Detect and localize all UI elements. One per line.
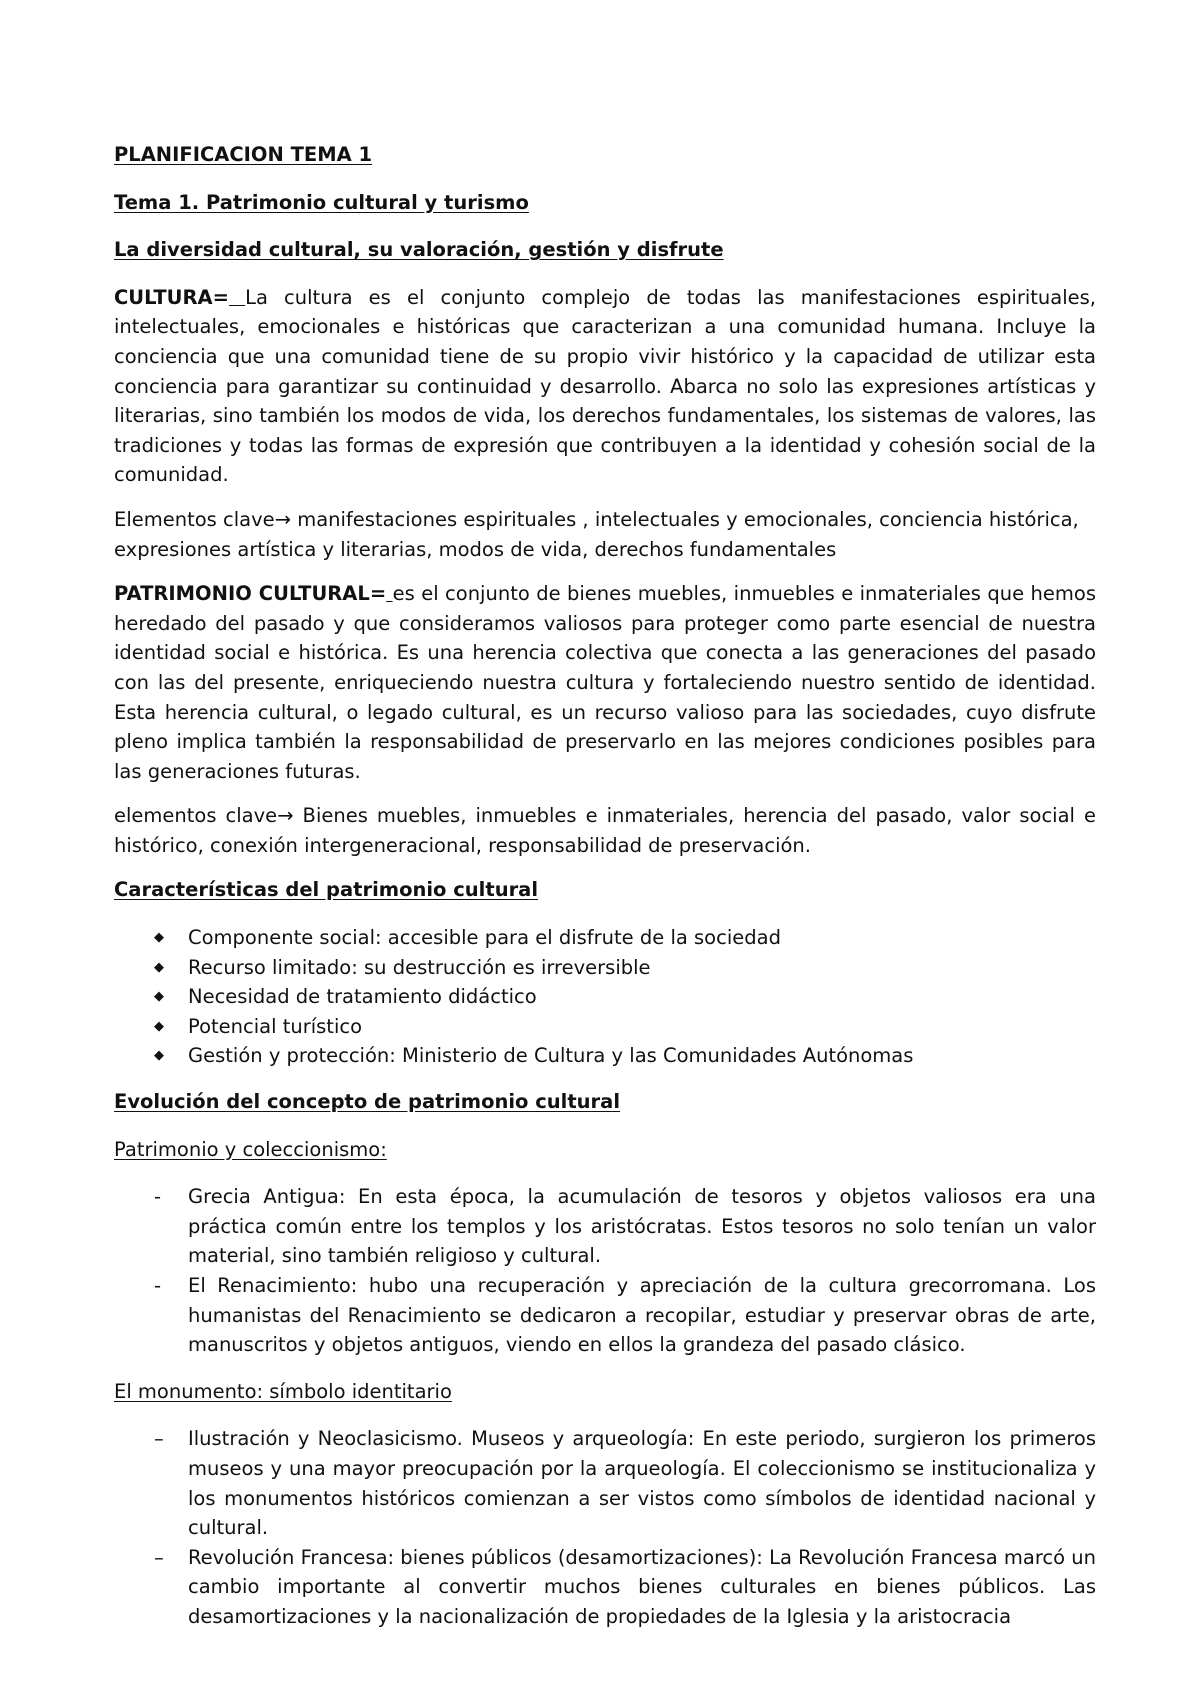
- list-item: [114, 923, 1096, 953]
- section-heading-evolucion: Evolución del concepto de patrimonio cultural: [114, 1090, 621, 1114]
- list-monumento: [114, 1424, 1096, 1631]
- paragraph-cultura: [114, 283, 1096, 490]
- paragraph-patrimonio: [114, 579, 1096, 786]
- diamond-bullet-icon: ◆: [154, 930, 164, 946]
- list-item: [114, 1012, 1096, 1042]
- section-heading-caracteristicas: Características del patrimonio cultural: [114, 878, 539, 902]
- dash-bullet-icon: -: [154, 1274, 162, 1297]
- list-item-text: Ilustración y Neoclasicismo. Museos y arqueología: En este periodo, surgieron los primeros museos y una mayor preocupación por la arqueología. El coleccionismo se institucionaliza y los monumentos históricos comienzan a ser vistos como símbolos de identidad nacional y cultural.: [188, 1427, 1096, 1540]
- list-item: [114, 1271, 1096, 1360]
- list-item-text: Componente social: accesible para el disfrute de la sociedad: [188, 926, 781, 950]
- diamond-bullet-icon: ◆: [154, 1048, 164, 1064]
- term-cultura: CULTURA=: [114, 285, 229, 309]
- list-item-text: Recurso limitado: su destrucción es irreversible: [188, 955, 651, 979]
- dash-bullet-icon: –: [154, 1427, 164, 1451]
- definition-cultura: La cultura es el conjunto complejo de todas las manifestaciones espirituales, intelectuales, emocionales e históricas que caracterizan a una comunidad humana. Incluye la conciencia que una comunidad tiene de su propio vivir histórico y la capacidad de utilizar esta conciencia para garantizar su continuidad y desarrollo. Abarca no solo las expresiones artísticas y literarias, sino también los modos de vida, los derechos fundamentales, los sistemas de valores, las tradiciones y todas las formas de expresión que contribuyen a la identidad y cohesión social de la comunidad.: [114, 285, 1096, 487]
- term-patrimonio: PATRIMONIO CULTURAL=: [114, 582, 387, 606]
- section-heading-diversity: La diversidad cultural, su valoración, gestión y disfrute: [114, 238, 724, 262]
- list-item-text: Grecia Antigua: En esta época, la acumulación de tesoros y objetos valiosos era una práctica común entre los templos y los aristócratas. Estos tesoros no solo tenían un valor material, sino también religioso y cultural.: [188, 1185, 1096, 1268]
- label-elementos-clave: Elementos clave: [114, 507, 275, 531]
- diamond-bullet-icon: ◆: [154, 1018, 164, 1034]
- list-item: [114, 1182, 1096, 1271]
- document-title: PLANIFICACION TEMA 1: [114, 143, 373, 166]
- arrow-right-icon: →: [277, 804, 294, 828]
- list-item: [114, 1424, 1096, 1542]
- text-elementos-cultura: manifestaciones espirituales , intelectuales y emocionales, conciencia histórica, expresiones artística y literarias, modos de vida, derechos fundamentales: [114, 507, 1079, 561]
- list-item-text: Potencial turístico: [188, 1014, 363, 1038]
- definition-patrimonio: es el conjunto de bienes muebles, inmuebles e inmateriales que hemos heredado del pasado y que consideramos valiosos para proteger como parte esencial de nuestra identidad social e histórica. Es una herencia colectiva que conecta a las generaciones del pasado con las del presente, enriqueciendo nuestra cultura y fortaleciendo nuestro sentido de identidad. Esta herencia cultural, o legado cultural, es un recurso valioso para las sociedades, cuyo disfrute pleno implica también la responsabilidad de preservarlo en las mejores condiciones posibles para las generaciones futuras.: [114, 582, 1096, 783]
- list-coleccionismo: [114, 1182, 1096, 1360]
- list-item: [114, 1543, 1096, 1632]
- label-elementos-clave: elementos clave: [114, 804, 278, 828]
- term-separator: [229, 286, 245, 309]
- list-item-text: Necesidad de tratamiento didáctico: [188, 985, 537, 1009]
- list-item-text: Revolución Francesa: bienes públicos (desamortizaciones): La Revolución Francesa marcó un cambio importante al convertir muchos bienes culturales en bienes públicos. Las desamortizaciones y la nacionalización de propiedades de la Iglesia y la aristocracia: [188, 1545, 1096, 1628]
- text-elementos-patrimonio: Bienes muebles, inmuebles e inmateriales, herencia del pasado, valor social e histórico, conexión intergeneracional, responsabilidad de preservación.: [114, 804, 1096, 857]
- subheading-coleccionismo: Patrimonio y coleccionismo:: [114, 1137, 387, 1161]
- dash-bullet-icon: –: [154, 1545, 164, 1569]
- list-item: [114, 953, 1096, 983]
- diamond-bullet-icon: ◆: [154, 989, 164, 1005]
- paragraph-elementos-patrimonio: [114, 801, 1096, 860]
- dash-bullet-icon: -: [154, 1185, 162, 1209]
- topic-heading: Tema 1. Patrimonio cultural y turismo: [114, 190, 529, 214]
- list-item: [114, 1041, 1096, 1071]
- diamond-bullet-icon: ◆: [154, 959, 164, 975]
- paragraph-elementos-cultura: [114, 505, 1096, 564]
- document-page: [114, 140, 1096, 1649]
- subheading-monumento: El monumento: símbolo identitario: [114, 1379, 452, 1403]
- list-item-text: Gestión y protección: Ministerio de Cultura y las Comunidades Autónomas: [188, 1044, 914, 1068]
- list-item-text: El Renacimiento: hubo una recuperación y apreciación de la cultura grecorromana. Los humanistas del Renacimiento se dedicaron a recopilar, estudiar y preservar obras de arte, manuscritos y objetos antiguos, viendo en ellos la grandeza del pasado clásico.: [188, 1274, 1096, 1357]
- arrow-right-icon: →: [274, 507, 291, 531]
- list-item: [114, 982, 1096, 1012]
- list-caracteristicas: [114, 923, 1096, 1071]
